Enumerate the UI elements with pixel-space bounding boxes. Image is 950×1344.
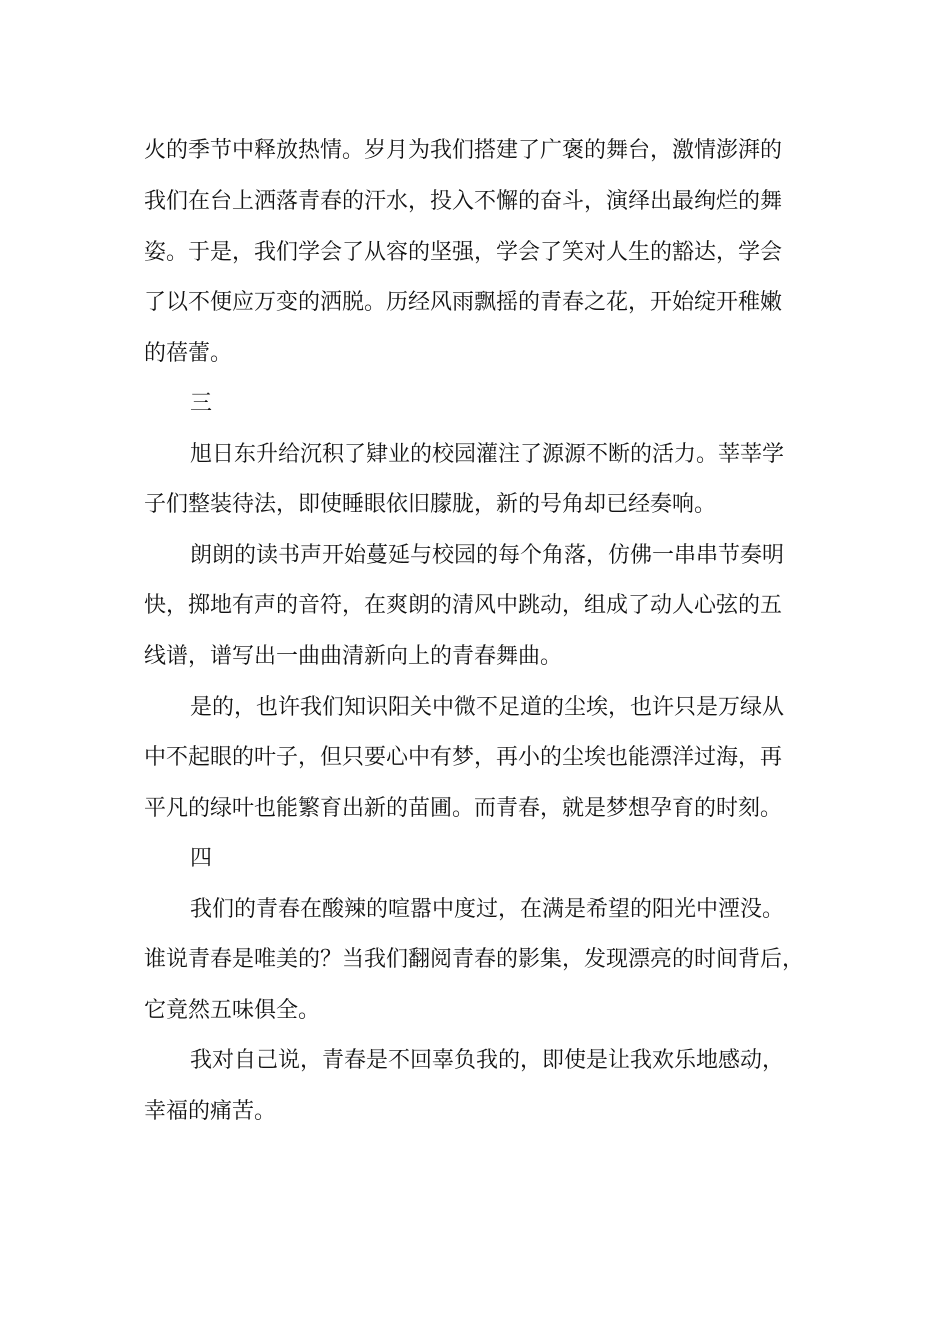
text-line: 幸福的痛苦。 <box>144 1099 277 1124</box>
text-line: 了以不便应万变的洒脱。历经风雨飘摇的青春之花，开始绽开稚嫩 <box>144 290 783 315</box>
text-line: 我对自己说，青春是不回辜负我的，即使是让我欢乐地感动， <box>190 1048 785 1073</box>
text-line: 谁说青春是唯美的？当我们翻阅青春的影集，发现漂亮的时间背后， <box>144 947 805 972</box>
text-line: 我们在台上洒落青春的汗水，投入不懈的奋斗，演绎出最绚烂的舞 <box>144 189 783 214</box>
text-line: 线谱，谱写出一曲曲清新向上的青春舞曲。 <box>144 644 563 669</box>
text-line: 平凡的绿叶也能繁育出新的苗圃。而青春，就是梦想孕育的时刻。 <box>144 796 783 821</box>
text-line: 子们整装待法，即使睡眼依旧朦胧，新的号角却已经奏响。 <box>144 492 717 517</box>
text-line: 火的季节中释放热情。岁月为我们搭建了广褒的舞台，激情澎湃的 <box>144 138 783 163</box>
text-line: 姿。于是，我们学会了从容的坚强，学会了笑对人生的豁达，学会 <box>144 240 783 265</box>
text-line: 是的，也许我们知识阳关中微不足道的尘埃，也许只是万绿从 <box>190 695 785 720</box>
text-line: 旭日东升给沉积了肄业的校园灌注了源源不断的活力。莘莘学 <box>190 442 785 467</box>
section-heading: 三 <box>190 391 213 416</box>
text-line: 的蓓蕾。 <box>144 341 233 366</box>
section-heading: 四 <box>190 846 213 871</box>
text-line: 我们的青春在酸辣的喧嚣中度过，在满是希望的阳光中湮没。 <box>190 897 785 922</box>
text-line: 快，掷地有声的音符，在爽朗的清风中跳动，组成了动人心弦的五 <box>144 593 783 618</box>
text-line: 中不起眼的叶子，但只要心中有梦，再小的尘埃也能漂洋过海，再 <box>144 745 783 770</box>
text-line: 它竟然五味俱全。 <box>144 998 321 1023</box>
text-line: 朗朗的读书声开始蔓延与校园的每个角落，仿佛一串串节奏明 <box>190 543 785 568</box>
